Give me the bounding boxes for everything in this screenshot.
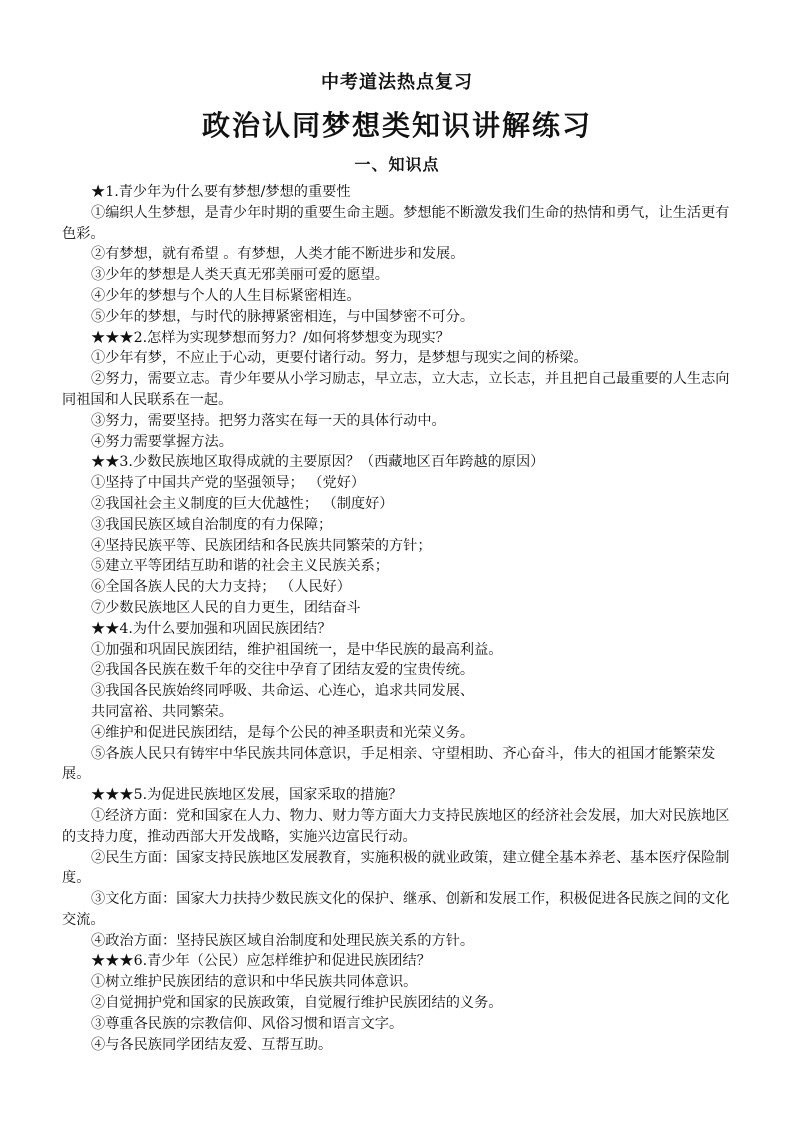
section-heading: 一、知识点 (354, 155, 440, 174)
answer-line: ③我国民族区域自治制度的有力保障； (91, 516, 333, 533)
question-heading: ★1.青少年为什么要有梦想/梦想的重要性 (91, 184, 351, 200)
answer-line: ①坚持了中国共产党的坚强领导； （党好） (91, 475, 366, 492)
answer-line: ④维护和促进民族团结，是每个公民的神圣职责和光荣义务。 (91, 724, 475, 741)
answer-line: ②我国社会主义制度的巨大优越性； （制度好） (91, 495, 394, 512)
answer-line: ⑤少年的梦想，与时代的脉搏紧密相连，与中国梦密不可分。 (91, 308, 475, 325)
question-heading: ★★★5.为促进民族地区发展，国家采取的措施？ (91, 787, 403, 804)
answer-line: ①加强和巩固民族团结，维护祖国统一，是中华民族的最高利益。 (91, 641, 503, 658)
answer-line: ①树立维护民族团结的意识和中华民族共同体意识。 (91, 974, 418, 991)
answer-line: ②民生方面：国家支持民族地区发展教育，实施积极的就业政策，建立健全基本养老、基本医疗保险制度。 (62, 849, 730, 887)
question-heading: ★★4.为什么要加强和巩固民族团结？ (91, 620, 332, 637)
answer-line: ⑤各族人民只有铸牢中华民族共同体意识，手足相亲、守望相助、齐心奋斗，伟大的祖国才能繁荣发展。 (62, 745, 716, 783)
answer-line: ②自觉拥护党和国家的民族政策，自觉履行维护民族团结的义务。 (91, 995, 503, 1012)
question-heading: ★★★2.怎样为实现梦想而努力？/如何将梦想变为现实？ (91, 329, 450, 346)
answer-line: ⑥全国各族人民的大力支持； （人民好） (91, 579, 351, 596)
answer-line: ④政治方面：坚持民族区域自治制度和处理民族关系的方针。 (91, 932, 475, 949)
answer-line: ③努力，需要坚持。把努力落实在每一天的具体行动中。 (91, 412, 446, 429)
page-subtitle: 中考道法热点复习 (321, 72, 473, 93)
answer-line: ③文化方面：国家大力扶持少数民族文化的保护、继承、创新和发展工作，积极促进各民族之间的文化交流。 (62, 891, 730, 928)
answer-line: ①经济方面：党和国家在人力、物力、财力等方面大力支持民族地区的经济社会发展，加大对民族地区的支持力度，推动西部大开发战略，实施兴边富民行动。 (62, 807, 730, 845)
answer-line: 共同富裕、共同繁荣。 (91, 703, 233, 720)
question-heading: ★★3.少数民族地区取得成就的主要原因？（西藏地区百年跨越的原因） (91, 454, 545, 471)
answer-line: ③少年的梦想是人类天真无邪美丽可爱的愿望。 (91, 267, 389, 284)
answer-line: ②有梦想，就有希望 。有梦想，人类才能不断进步和发展。 (91, 246, 465, 263)
answer-line: ⑤建立平等团结互助和谐的社会主义民族关系； (91, 558, 389, 575)
answer-line: ③尊重各民族的宗教信仰、风俗习惯和语言文字。 (91, 1015, 404, 1032)
answer-line: ②我国各民族在数千年的交往中孕育了团结友爱的宝贵传统。 (91, 662, 475, 679)
knowledge-points (62, 182, 734, 1055)
answer-line: ⑦少数民族地区人民的自力更生，团结奋斗 (91, 599, 361, 616)
question-heading: ★★★6.青少年（公民）应怎样维护和促进民族团结？ (91, 953, 431, 970)
answer-line: ②努力，需要立志。青少年要从小学习励志，早立志，立大志，立长志，并且把自己最重要的人生志向同祖国和人民联系在一起。 (62, 371, 730, 408)
answer-line: ①少年有梦，不应止于心动，更要付诸行动。努力，是梦想与现实之间的桥梁。 (91, 350, 588, 367)
page-title: 政治认同梦想类知识讲解练习 (201, 109, 592, 142)
answer-line: ③我国各民族始终同呼吸、共命运、心连心，追求共同发展、 (91, 683, 475, 700)
answer-line: ④少年的梦想与个人的人生目标紧密相连。 (91, 287, 361, 304)
answer-line: ④坚持民族平等、民族团结和各民族共同繁荣的方针； (91, 537, 432, 554)
answer-line: ④与各民族同学团结友爱、互帮互助。 (91, 1036, 333, 1053)
answer-line: ①编织人生梦想，是青少年时期的重要生命主题。梦想能不断激发我们生命的热情和勇气，让生活更有色彩。 (62, 204, 730, 242)
answer-line: ④努力需要掌握方法。 (91, 433, 233, 450)
